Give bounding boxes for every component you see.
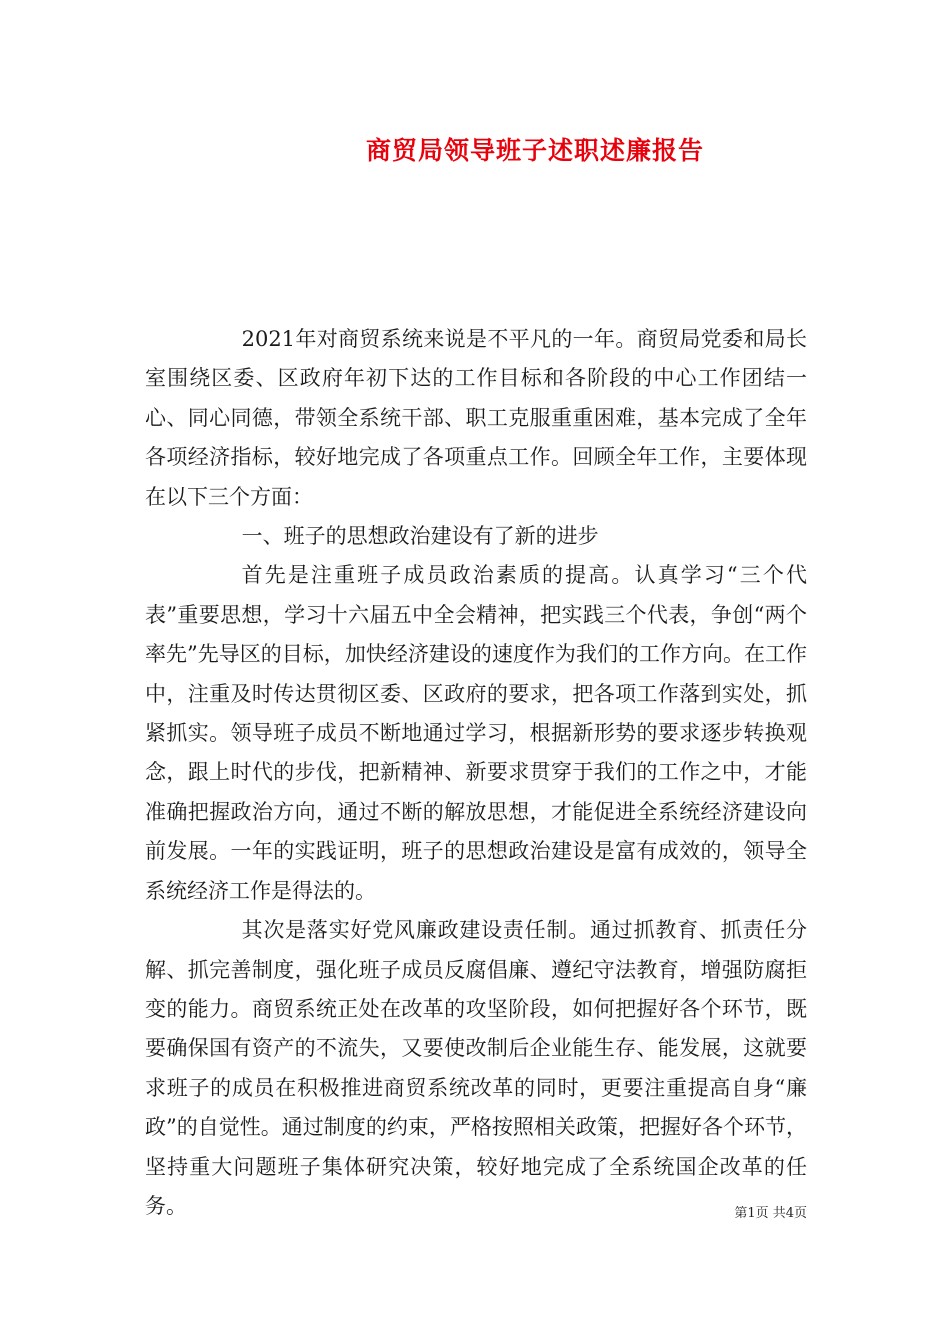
section-heading-1: 一、班子的思想政治建设有了新的进步 (241, 524, 599, 549)
page-number: 第1页 共4页 (734, 1206, 807, 1221)
paragraph-integrity-responsibility: 其次是落实好党风廉政建设责任制。通过抓教育、抓责任分解、抓完善制度，强化班子成员反腐倡廉、遵纪守法教育，增强防腐拒变的能力。商贸系统正处在改革的攻坚阶段，如何把握好各个环节，既要确保国有资产的不流失，又要使改制后企业能生存、能发展，这就要求班子的成员在积极推进商贸系统改革的同时，更要注重提高自身“廉政”的自觉性。通过制度的约束，严格按照相关政策，把握好各个环节，坚持重大问题班子集体研究决策，较好地完成了全系统国企改革的任务。 (145, 918, 807, 1218)
document-body (145, 320, 807, 1226)
document-title: 商贸局领导班子述职述廉报告 (365, 136, 704, 165)
paragraph-intro: 2021年对商贸系统来说是不平凡的一年。商贸局党委和局长室围绕区委、区政府年初下达的工作目标和各阶段的中心工作团结一心、同心同德，带领全系统干部、职工克服重重困难，基本完成了全年各项经济指标，较好地完成了各项重点工作。回顾全年工作，主要体现在以下三个方面： (145, 327, 807, 509)
paragraph-political-quality: 首先是注重班子成员政治素质的提高。认真学习“三个代表”重要思想，学习十六届五中全会精神，把实践三个代表，争创“两个率先”先导区的目标，加快经济建设的速度作为我们的工作方向。在工作中，注重及时传达贯彻区委、区政府的要求，把各项工作落到实处，抓紧抓实。领导班子成员不断地通过学习，根据新形势的要求逐步转换观念，跟上时代的步伐，把新精神、新要求贯穿于我们的工作之中，才能准确把握政治方向，通过不断的解放思想，才能促进全系统经济建设向前发展。一年的实践证明，班子的思想政治建设是富有成效的，领导全系统经济工作是得法的。 (145, 563, 807, 903)
